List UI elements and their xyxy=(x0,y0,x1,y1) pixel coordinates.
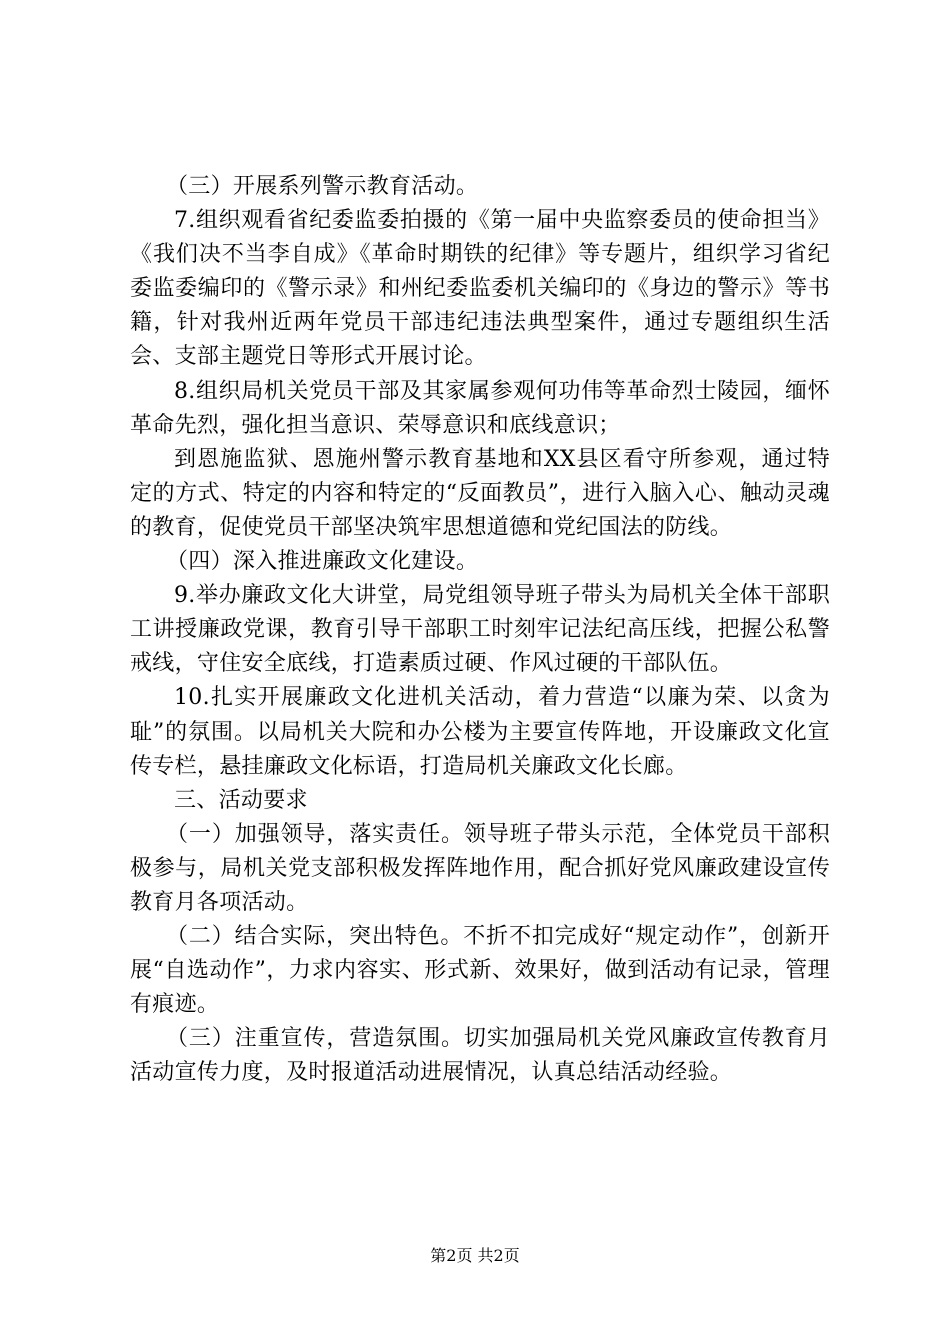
requirement-3: （三）注重宣传，营造氛围。切实加强局机关党风廉政宣传教育月活动宣传力度，及时报道活动进展情况，认真总结活动经验。 xyxy=(130,1026,830,1086)
paragraph-item-9: 9.举办廉政文化大讲堂，局党组领导班子带头为局机关全体干部职工讲授廉政党课，教育引导干部职工时刻牢记法纪高压线，把握公私警戒线，守住安全底线，打造素质过硬、作风过硬的干部队伍。 xyxy=(130,583,830,677)
paragraph-item-7: 7.组织观看省纪委监委拍摄的《第一届中央监察委员的使命担当》《我们决不当李自成》《革命时期铁的纪律》等专题片，组织学习省纪委监委编印的《警示录》和州纪委监委机关编印的《身边的警示》等书籍，针对我州近两年党员干部违纪违法典型案件，通过专题组织生活会、支部主题党日等形式开展讨论。 xyxy=(130,208,830,370)
requirement-2: （二）结合实际，突出特色。不折不扣完成好“规定动作”，创新开展“自选动作”，力求内容实、形式新、效果好，做到活动有记录，管理有痕迹。 xyxy=(130,924,830,1018)
document-body xyxy=(130,170,830,1091)
paragraph-item-8-continued: 到恩施监狱、恩施州警示教育基地和XX县区看守所参观，通过特定的方式、特定的内容和特定的“反面教员”，进行入脑入心、触动灵魂的教育，促使党员干部坚决筑牢思想道德和党纪国法的防线。 xyxy=(130,446,830,540)
section-heading-requirements: 三、活动要求 xyxy=(174,787,308,813)
paragraph-item-10: 10.扎实开展廉政文化进机关活动，着力营造“以廉为荣、以贪为耻”的氛围。以局机关大院和办公楼为主要宣传阵地，开设廉政文化宣传专栏，悬挂廉政文化标语，打造局机关廉政文化长廊。 xyxy=(130,685,830,779)
section-heading-3-warning-education: （三）开展系列警示教育活动。 xyxy=(166,174,479,199)
paragraph-item-8: 8.组织局机关党员干部及其家属参观何功伟等革命烈士陵园，缅怀革命先烈，强化担当意识、荣辱意识和底线意识； xyxy=(130,378,830,438)
requirement-1: （一）加强领导，落实责任。领导班子带头示范，全体党员干部积极参与，局机关党支部积极发挥阵地作用，配合抓好党风廉政建设宣传教育月各项活动。 xyxy=(130,821,830,915)
section-heading-4-culture: （四）深入推进廉政文化建设。 xyxy=(166,549,479,575)
page-footer: 第2页 共2页 xyxy=(430,1246,520,1265)
